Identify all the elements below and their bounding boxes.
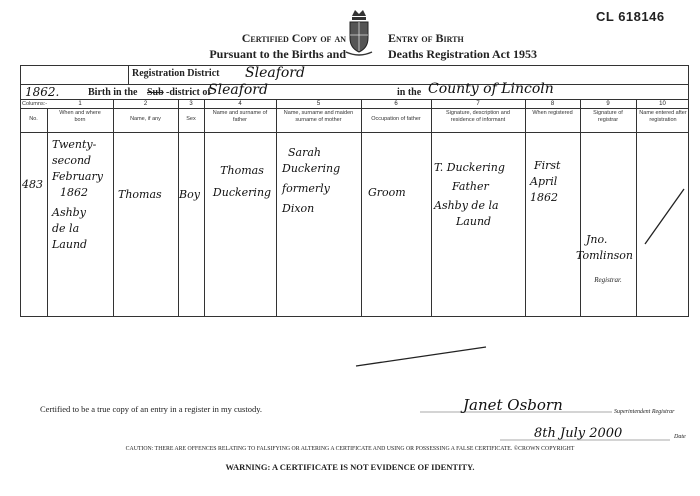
entry-occupation: Groom xyxy=(368,186,406,199)
subdistrict-value: Sleaford xyxy=(208,82,268,98)
caution-notice: CAUTION: THERE ARE OFFENCES RELATING TO FALSIFYING OR ALTERING A CERTIFICATE AND USING OR POSSESSING A FALSE CERTIFICATE. ©CROWN COPYRIGHT xyxy=(125,446,575,452)
header-registrar-signature: Signature of registrar xyxy=(593,110,623,123)
header-sex: Sex xyxy=(186,116,196,122)
warning-notice: WARNING: A CERTIFICATE IS NOT EVIDENCE OF IDENTITY. xyxy=(225,462,475,472)
mother-line: Duckering xyxy=(282,162,341,175)
header-informant: Signature, description and residence of informant xyxy=(446,110,510,123)
registrar-line: Tomlinson xyxy=(576,249,634,262)
entry-name: Thomas xyxy=(118,188,162,201)
column-number: 5 xyxy=(316,101,321,107)
column-10-strike xyxy=(645,189,684,244)
header-when-where: When and where born xyxy=(59,110,101,123)
where-line: Ashby xyxy=(52,206,86,219)
certificate-serial-number: CL 618146 xyxy=(596,9,665,24)
county-value: County of Lincoln xyxy=(428,81,554,97)
column-number: 2 xyxy=(143,101,148,107)
columns-label: Columns:- xyxy=(22,101,48,107)
column-number: 7 xyxy=(476,101,480,107)
when-line: Twenty- xyxy=(52,138,97,151)
column-number: 6 xyxy=(394,101,398,107)
subdistrict-label: -district of xyxy=(166,87,211,98)
header-mother: Name, surname and maiden surname of mother xyxy=(283,110,354,123)
column-number: 9 xyxy=(606,101,610,107)
mother-line: Sarah xyxy=(288,146,321,159)
when-line: February xyxy=(52,170,103,183)
registrar-caption: Registrar. xyxy=(594,276,622,284)
informant-line: Laund xyxy=(456,215,492,228)
certificate-date: 8th July 2000 xyxy=(534,426,623,441)
registered-line: April xyxy=(530,175,558,188)
informant-line: T. Duckering xyxy=(434,161,505,174)
where-line: de la xyxy=(52,222,80,235)
informant-line: Father xyxy=(452,180,489,193)
father-line: Duckering xyxy=(212,186,272,199)
entry-sex: Boy xyxy=(179,188,200,201)
mother-line: formerly xyxy=(282,182,330,195)
registered-line: First xyxy=(534,159,561,172)
column-number: 8 xyxy=(550,101,555,107)
header-father: Name and surname of father xyxy=(212,110,268,123)
informant-line: Ashby de la xyxy=(434,199,499,212)
blank-space-strike xyxy=(356,347,486,366)
column-number: 10 xyxy=(659,101,666,107)
birth-in-label: Birth in the xyxy=(88,87,138,98)
when-line: second xyxy=(52,154,92,167)
header-occupation: Occupation of father xyxy=(371,116,421,122)
registration-district-value: Sleaford xyxy=(245,65,305,81)
registration-year: 1862. xyxy=(25,85,60,99)
column-number: 1 xyxy=(78,101,82,107)
mother-line: Dixon xyxy=(282,202,315,215)
father-line: Thomas xyxy=(220,164,264,177)
column-number: 3 xyxy=(189,101,193,107)
column-number: 4 xyxy=(238,101,242,107)
registrar-line: Jno. xyxy=(586,233,608,246)
registration-district-label: Registration District xyxy=(132,68,220,79)
certified-statement: Certified to be a true copy of an entry in a register in my custody. xyxy=(40,404,263,414)
when-line: 1862 xyxy=(60,186,88,199)
header-left-line1: Certified Copy of an xyxy=(241,31,346,45)
registered-line: 1862 xyxy=(530,191,558,204)
header-name: Name, if any xyxy=(130,116,161,122)
superintendent-signature: Janet Osborn xyxy=(463,396,563,414)
header-right-line1: Entry of Birth xyxy=(388,31,464,45)
header-no: No. xyxy=(29,116,38,122)
header-left-line2: Pursuant to the Births and xyxy=(209,47,346,61)
header-name-after-registration: Name entered after registration xyxy=(639,110,687,123)
entry-number: 483 xyxy=(22,178,43,191)
header-when-registered: When registered xyxy=(532,110,573,116)
superintendent-title: Superintendent Registrar xyxy=(614,409,675,415)
date-label: Date xyxy=(674,434,686,440)
struck-sub-prefix: Sub xyxy=(147,87,164,98)
county-label: in the xyxy=(397,87,422,98)
header-right-line2: Deaths Registration Act 1953 xyxy=(388,47,537,61)
where-line: Laund xyxy=(52,238,88,251)
